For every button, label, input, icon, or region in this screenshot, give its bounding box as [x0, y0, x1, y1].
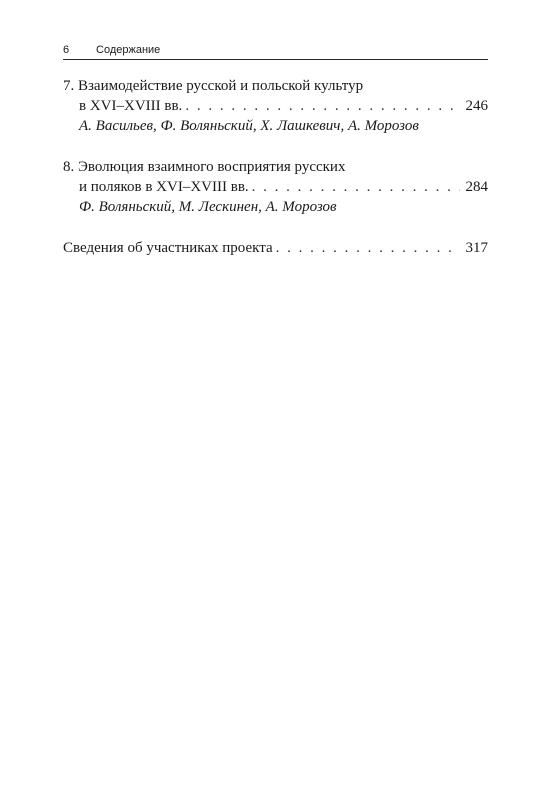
toc-title-line — [63, 96, 488, 116]
toc-title-continuation: и поляков в XVI–XVIII вв. — [79, 179, 249, 195]
toc-authors: Ф. Воляньский, М. Лескинен, А. Морозов — [79, 199, 337, 215]
toc-title-line — [63, 177, 488, 197]
toc-page-number: 284 — [465, 179, 488, 195]
section-title: Содержание — [96, 44, 161, 56]
toc-title-line — [63, 76, 488, 96]
dot-leader — [185, 96, 459, 116]
toc-title: 8. Эволюция взаимного восприятия русских — [63, 159, 346, 175]
toc-authors: А. Васильев, Ф. Воляньский, Х. Лашкевич, А. Морозов — [79, 118, 419, 134]
toc-title-line — [63, 157, 488, 177]
toc-page-number: 246 — [465, 98, 488, 114]
dot-leader — [252, 177, 460, 197]
running-header — [63, 41, 488, 60]
toc-entry[interactable] — [63, 76, 488, 136]
toc-entry[interactable] — [63, 157, 488, 217]
page-number: 6 — [63, 44, 70, 56]
dot-leader — [276, 238, 460, 258]
table-of-contents — [63, 76, 488, 279]
toc-page-number: 317 — [465, 240, 488, 256]
toc-title-line — [63, 238, 488, 258]
toc-title: Сведения об участниках проекта — [63, 240, 273, 256]
toc-entry[interactable] — [63, 238, 488, 258]
toc-title: 7. Взаимодействие русской и польской культур — [63, 78, 364, 94]
toc-title-continuation: в XVI–XVIII вв. — [79, 98, 183, 114]
